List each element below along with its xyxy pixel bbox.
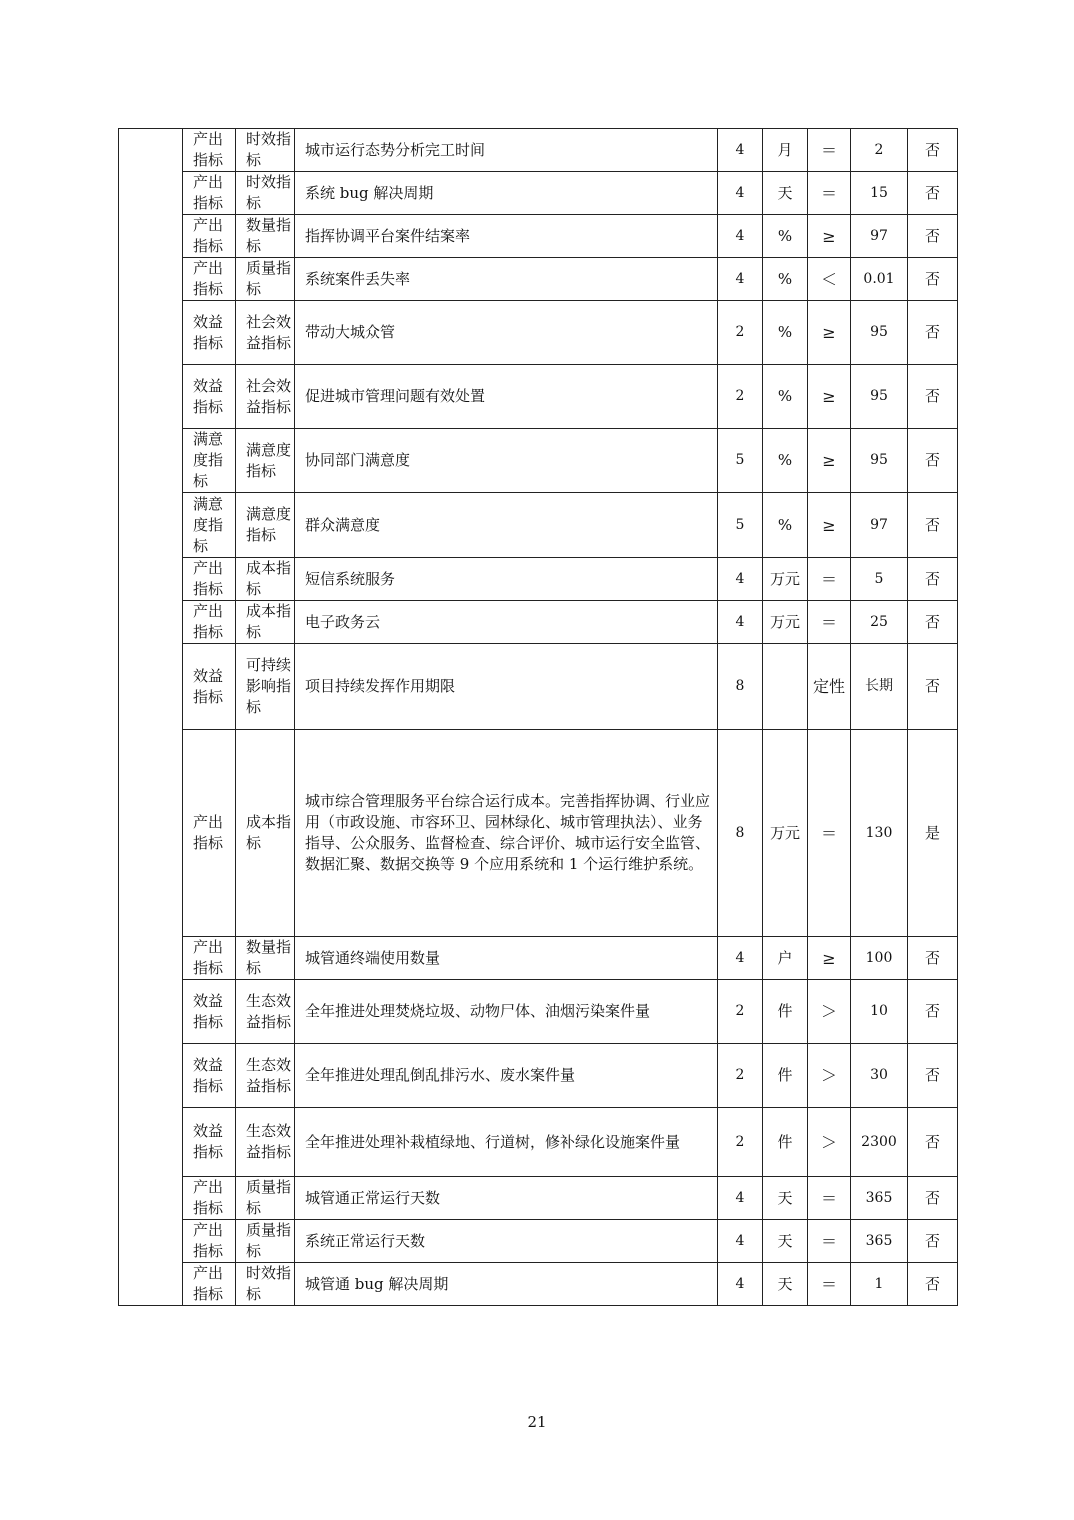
weight-cell: 4	[718, 558, 763, 601]
table-row	[119, 429, 958, 493]
level1-indicator-cell: 产出指标	[183, 937, 236, 980]
core-indicator-cell: 否	[908, 172, 958, 215]
unit-cell: 件	[763, 1108, 808, 1177]
unit-cell: %	[763, 258, 808, 301]
indicator-name-cell: 城管通终端使用数量	[295, 937, 718, 980]
table-row	[119, 980, 958, 1044]
level1-indicator-cell: 产出指标	[183, 1263, 236, 1306]
unit-cell	[763, 644, 808, 730]
indicator-name-cell: 电子政务云	[295, 601, 718, 644]
level2-indicator-cell: 生态效益指标	[236, 1044, 295, 1108]
unit-cell: 户	[763, 937, 808, 980]
page-number: 21	[527, 1413, 547, 1431]
level1-indicator-cell: 产出指标	[183, 558, 236, 601]
target-value-cell: 95	[851, 365, 908, 429]
operator-cell: ＝	[808, 1177, 851, 1220]
weight-cell: 2	[718, 365, 763, 429]
table-row	[119, 730, 958, 937]
table-row	[119, 937, 958, 980]
weight-cell: 2	[718, 1044, 763, 1108]
level2-indicator-cell: 成本指标	[236, 730, 295, 937]
operator-cell: ＝	[808, 1263, 851, 1306]
core-indicator-cell: 否	[908, 1177, 958, 1220]
level2-indicator-cell: 成本指标	[236, 558, 295, 601]
level1-indicator-cell: 效益指标	[183, 365, 236, 429]
core-indicator-cell: 否	[908, 980, 958, 1044]
table-row	[119, 1108, 958, 1177]
level2-indicator-cell: 社会效益指标	[236, 365, 295, 429]
weight-cell: 4	[718, 172, 763, 215]
indicator-name-cell: 全年推进处理焚烧垃圾、动物尸体、油烟污染案件量	[295, 980, 718, 1044]
target-value-cell: 5	[851, 558, 908, 601]
core-indicator-cell: 是	[908, 730, 958, 937]
indicator-name-cell: 协同部门满意度	[295, 429, 718, 493]
level1-indicator-cell: 效益指标	[183, 1044, 236, 1108]
weight-cell: 2	[718, 980, 763, 1044]
indicator-name-cell: 全年推进处理乱倒乱排污水、废水案件量	[295, 1044, 718, 1108]
operator-cell: ＞	[808, 1108, 851, 1177]
unit-cell: 天	[763, 1220, 808, 1263]
target-value-cell: 15	[851, 172, 908, 215]
level2-indicator-cell: 数量指标	[236, 215, 295, 258]
unit-cell: 万元	[763, 558, 808, 601]
table-row	[119, 1177, 958, 1220]
weight-cell: 5	[718, 493, 763, 558]
level1-indicator-cell: 产出指标	[183, 172, 236, 215]
level1-indicator-cell: 产出指标	[183, 258, 236, 301]
target-value-cell: 97	[851, 215, 908, 258]
indicator-name-cell: 促进城市管理问题有效处置	[295, 365, 718, 429]
level1-indicator-cell: 效益指标	[183, 644, 236, 730]
weight-cell: 4	[718, 601, 763, 644]
unit-cell: %	[763, 429, 808, 493]
level1-indicator-cell: 产出指标	[183, 1220, 236, 1263]
indicator-name-cell: 全年推进处理补栽植绿地、行道树，修补绿化设施案件量	[295, 1108, 718, 1177]
core-indicator-cell: 否	[908, 601, 958, 644]
level2-indicator-cell: 质量指标	[236, 1220, 295, 1263]
core-indicator-cell: 否	[908, 1263, 958, 1306]
level2-indicator-cell: 质量指标	[236, 258, 295, 301]
target-value-cell: 97	[851, 493, 908, 558]
indicator-name-cell: 带动大城众管	[295, 301, 718, 365]
core-indicator-cell: 否	[908, 215, 958, 258]
core-indicator-cell: 否	[908, 429, 958, 493]
core-indicator-cell: 否	[908, 1044, 958, 1108]
operator-cell: ＞	[808, 980, 851, 1044]
operator-cell: ＝	[808, 129, 851, 172]
core-indicator-cell: 否	[908, 301, 958, 365]
weight-cell: 4	[718, 1263, 763, 1306]
indicator-name-cell: 城管通 bug 解决周期	[295, 1263, 718, 1306]
target-value-cell: 25	[851, 601, 908, 644]
level1-indicator-cell: 效益指标	[183, 1108, 236, 1177]
level2-indicator-cell: 数量指标	[236, 937, 295, 980]
target-value-cell: 长期	[851, 644, 908, 730]
table-row	[119, 365, 958, 429]
target-value-cell: 365	[851, 1177, 908, 1220]
unit-cell: 万元	[763, 601, 808, 644]
operator-cell: ＝	[808, 1220, 851, 1263]
table-row	[119, 301, 958, 365]
operator-cell: ≥	[808, 215, 851, 258]
indicator-name-cell: 群众满意度	[295, 493, 718, 558]
unit-cell: 天	[763, 1263, 808, 1306]
indicator-name-cell: 系统正常运行天数	[295, 1220, 718, 1263]
table-row	[119, 493, 958, 558]
weight-cell: 4	[718, 1220, 763, 1263]
operator-cell: ≥	[808, 365, 851, 429]
operator-cell: ＝	[808, 730, 851, 937]
level1-indicator-cell: 效益指标	[183, 301, 236, 365]
core-indicator-cell: 否	[908, 1220, 958, 1263]
indicator-name-cell: 城市运行态势分析完工时间	[295, 129, 718, 172]
weight-cell: 2	[718, 301, 763, 365]
level1-indicator-cell: 满意度指标	[183, 429, 236, 493]
level2-indicator-cell: 生态效益指标	[236, 980, 295, 1044]
weight-cell: 4	[718, 215, 763, 258]
level1-indicator-cell: 满意度指标	[183, 493, 236, 558]
core-indicator-cell: 否	[908, 365, 958, 429]
indicator-name-cell: 城管通正常运行天数	[295, 1177, 718, 1220]
indicator-name-cell: 短信系统服务	[295, 558, 718, 601]
table-row	[119, 558, 958, 601]
level2-indicator-cell: 成本指标	[236, 601, 295, 644]
table-row	[119, 215, 958, 258]
table-row	[119, 258, 958, 301]
blank-merged-cell	[119, 129, 183, 1306]
table-row	[119, 172, 958, 215]
unit-cell: 月	[763, 129, 808, 172]
operator-cell: ＝	[808, 558, 851, 601]
unit-cell: %	[763, 365, 808, 429]
level1-indicator-cell: 产出指标	[183, 1177, 236, 1220]
operator-cell: ≥	[808, 937, 851, 980]
table-row	[119, 1220, 958, 1263]
level2-indicator-cell: 可持续影响指标	[236, 644, 295, 730]
unit-cell: 万元	[763, 730, 808, 937]
indicator-name-cell: 项目持续发挥作用期限	[295, 644, 718, 730]
core-indicator-cell: 否	[908, 258, 958, 301]
core-indicator-cell: 否	[908, 493, 958, 558]
unit-cell: 件	[763, 980, 808, 1044]
indicator-name-cell: 城市综合管理服务平台综合运行成本。完善指挥协调、行业应用（市政设施、市容环卫、园林绿化、城市管理执法）、业务指导、公众服务、监督检查、综合评价、城市运行安全监管、数据汇聚、数据交换等 9 个应用系统和 1 个运行维护系统。	[295, 730, 718, 937]
level2-indicator-cell: 时效指标	[236, 1263, 295, 1306]
indicator-name-cell: 系统案件丢失率	[295, 258, 718, 301]
core-indicator-cell: 否	[908, 1108, 958, 1177]
unit-cell: 件	[763, 1044, 808, 1108]
weight-cell: 4	[718, 258, 763, 301]
unit-cell: 天	[763, 172, 808, 215]
operator-cell: ＝	[808, 172, 851, 215]
level1-indicator-cell: 产出指标	[183, 730, 236, 937]
performance-indicator-table	[118, 128, 958, 1306]
operator-cell: ≥	[808, 493, 851, 558]
level2-indicator-cell: 时效指标	[236, 172, 295, 215]
core-indicator-cell: 否	[908, 644, 958, 730]
level2-indicator-cell: 生态效益指标	[236, 1108, 295, 1177]
weight-cell: 4	[718, 129, 763, 172]
target-value-cell: 0.01	[851, 258, 908, 301]
target-value-cell: 100	[851, 937, 908, 980]
table-row	[119, 644, 958, 730]
table-row	[119, 129, 958, 172]
target-value-cell: 95	[851, 301, 908, 365]
unit-cell: %	[763, 493, 808, 558]
level1-indicator-cell: 产出指标	[183, 129, 236, 172]
weight-cell: 4	[718, 937, 763, 980]
level2-indicator-cell: 满意度指标	[236, 429, 295, 493]
table-row	[119, 601, 958, 644]
table-row	[119, 1263, 958, 1306]
level2-indicator-cell: 社会效益指标	[236, 301, 295, 365]
operator-cell: ＞	[808, 1044, 851, 1108]
unit-cell: %	[763, 301, 808, 365]
level2-indicator-cell: 满意度指标	[236, 493, 295, 558]
indicator-name-cell: 系统 bug 解决周期	[295, 172, 718, 215]
target-value-cell: 2300	[851, 1108, 908, 1177]
table-row	[119, 1044, 958, 1108]
level1-indicator-cell: 产出指标	[183, 215, 236, 258]
target-value-cell: 365	[851, 1220, 908, 1263]
core-indicator-cell: 否	[908, 129, 958, 172]
operator-cell: ≥	[808, 301, 851, 365]
target-value-cell: 30	[851, 1044, 908, 1108]
target-value-cell: 2	[851, 129, 908, 172]
level1-indicator-cell: 效益指标	[183, 980, 236, 1044]
unit-cell: %	[763, 215, 808, 258]
table-body	[119, 129, 958, 1306]
weight-cell: 2	[718, 1108, 763, 1177]
core-indicator-cell: 否	[908, 937, 958, 980]
weight-cell: 4	[718, 1177, 763, 1220]
operator-cell: ＝	[808, 601, 851, 644]
level1-indicator-cell: 产出指标	[183, 601, 236, 644]
operator-cell: 定性	[808, 644, 851, 730]
target-value-cell: 95	[851, 429, 908, 493]
level2-indicator-cell: 时效指标	[236, 129, 295, 172]
operator-cell: ＜	[808, 258, 851, 301]
target-value-cell: 1	[851, 1263, 908, 1306]
operator-cell: ≥	[808, 429, 851, 493]
indicator-name-cell: 指挥协调平台案件结案率	[295, 215, 718, 258]
target-value-cell: 130	[851, 730, 908, 937]
weight-cell: 8	[718, 730, 763, 937]
core-indicator-cell: 否	[908, 558, 958, 601]
unit-cell: 天	[763, 1177, 808, 1220]
weight-cell: 5	[718, 429, 763, 493]
level2-indicator-cell: 质量指标	[236, 1177, 295, 1220]
weight-cell: 8	[718, 644, 763, 730]
target-value-cell: 10	[851, 980, 908, 1044]
